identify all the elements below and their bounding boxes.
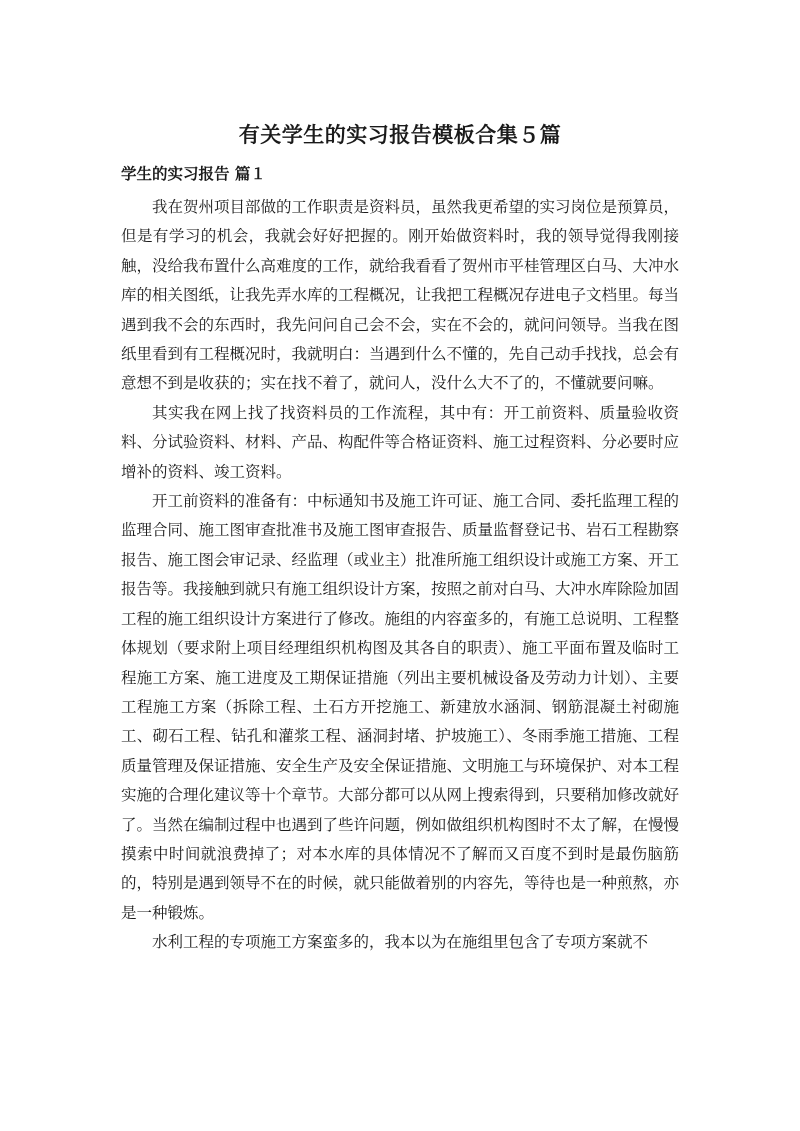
paragraph: 其实我在网上找了找资料员的工作流程，其中有：开工前资料、质量验收资料、分试验资料、材料、产品、构配件等合格证资料、施工过程资料、分必要时应增补的资料、竣工资料。 [121,403,680,481]
paragraph: 水利工程的专项施工方案蛮多的，我本以为在施组里包含了专项方案就不 [152,933,649,952]
paragraph: 我在贺州项目部做的工作职责是资料员，虽然我更希望的实习岗位是预算员，但是有学习的机会，我就会好好把握的。刚开始做资料时，我的领导觉得我刚接触，没给我布置什么高难度的工作，就给我看看了贺州市平桂管理区白马、大冲水库的相关图纸，让我先弄水库的工程概况，让我把工程概况存进电子文档里。每当遇到我不会的东西时，我先问问自己会不会，实在不会的，就问问领导。当我在图纸里看到有工程概况时，我就明白：当遇到什么不懂的，先自己动手找找，总会有意想不到是收获的；实在找不着了，就问人，没什么大不了的，不懂就要问嘛。 [121,198,680,393]
section-heading: 学生的实习报告 篇１ [121,164,266,183]
paragraph: 开工前资料的准备有：中标通知书及施工许可证、施工合同、委托监理工程的监理合同、施工图审查批准书及施工图审查报告、质量监督登记书、岩石工程勘察报告、施工图会审记录、经监理（或业主）批准所施工组织设计或施工方案、开工报告等。我接触到就只有施工组织设计方案，按照之前对白马、大冲水库除险加固工程的施工组织设计方案进行了修改。施组的内容蛮多的，有施工总说明、工程整体规划（要求附上项目经理组织机构图及其各自的职责）、施工平面布置及临时工程施工方案、施工进度及工期保证措施（列出主要机械设备及劳动力计划）、主要工程施工方案（拆除工程、土石方开挖施工、新建放水涵洞、钢筋混凝土衬砌施工、砌石工程、钻孔和灌浆工程、涵洞封堵、护坡施工）、冬雨季施工措施、工程质量管理及保证措施、安全生产及安全保证措施、文明施工与环境保护、对本工程实施的合理化建议等十个章节。大部分都可以从网上搜索得到，只要稍加修改就好了。当然在编制过程中也遇到了些许问题，例如做组织机构图时不太了解，在慢慢摸索中时间就浪费掉了；对本水库的具体情况不了解而又百度不到时是最伤脑筋的，特别是遇到领导不在的时候，就只能做着别的内容先，等待也是一种煎熬，亦是一种锻炼。 [121,492,680,922]
document-title: 有关学生的实习报告模板合集５篇 [238,123,562,147]
document-body [121,193,679,958]
